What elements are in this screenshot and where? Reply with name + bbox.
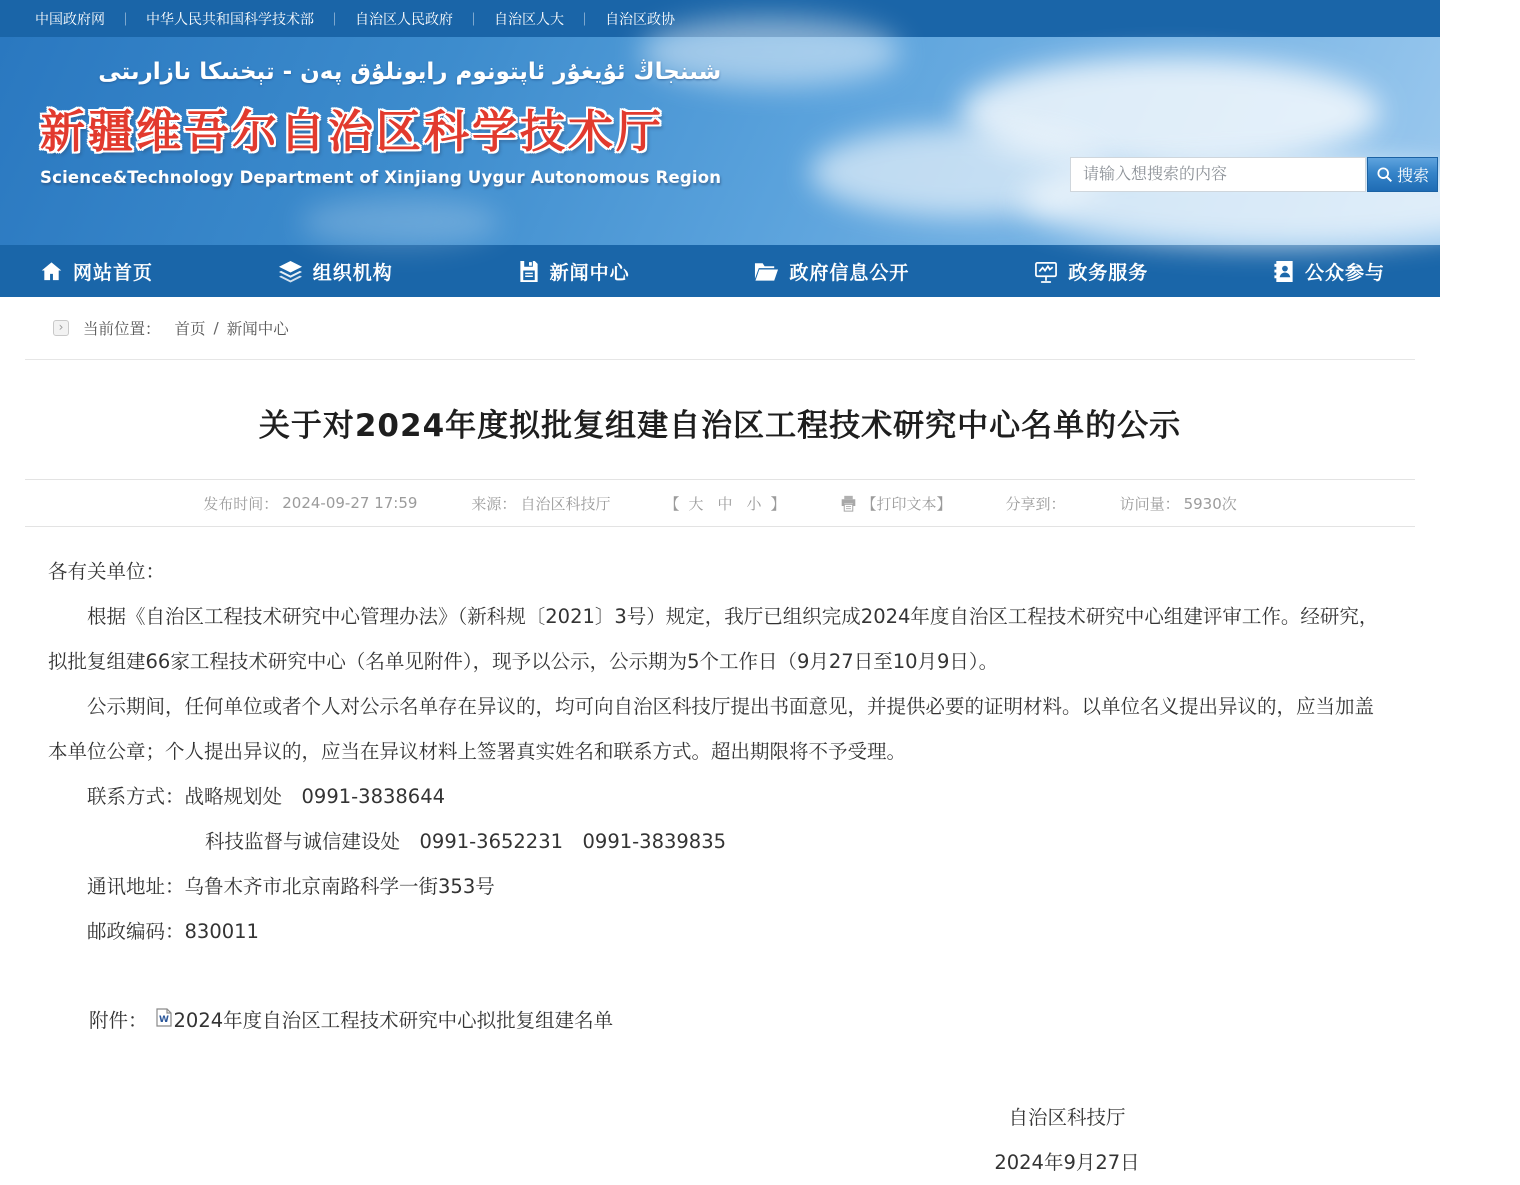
attachment-row [48, 998, 1392, 1043]
publish-time-value: 2024-09-27 17:59 [282, 494, 418, 512]
publish-time-label: 发布时间： [203, 494, 279, 513]
breadcrumb-home-link[interactable]: 首页 [174, 320, 206, 338]
nav-item-label: 公众参与 [1304, 261, 1385, 284]
nav-item-label: 政务服务 [1068, 261, 1149, 284]
topbar-link-gov[interactable]: 中国政府网 [35, 11, 105, 28]
svg-text:W: W [158, 1015, 169, 1025]
site-logo[interactable] [40, 59, 721, 187]
signature-date: 2024年9月27日 [994, 1151, 1140, 1174]
font-size-large-button[interactable]: 大 [688, 494, 704, 513]
article-meta-bar [25, 479, 1415, 527]
attachment-link[interactable]: 2024年度自治区工程技术研究中心拟批复组建名单 [173, 1009, 614, 1032]
search-button-label: 搜索 [1396, 168, 1429, 185]
nav-item-news[interactable] [518, 258, 630, 285]
print-button-label: 【打印文本】 [861, 494, 952, 513]
search-input[interactable] [1070, 157, 1366, 192]
layers-icon [278, 260, 303, 283]
nav-item-label: 网站首页 [73, 261, 154, 284]
nav-item-info-disclosure[interactable] [754, 258, 909, 285]
contact-line-1: 联系方式：战略规划处 0991-3838644 [87, 785, 446, 808]
breadcrumb [25, 297, 1415, 360]
visits-value: 5930次 [1183, 494, 1237, 513]
site-banner [0, 37, 1440, 245]
search-box [1070, 157, 1438, 192]
folder-icon [754, 260, 779, 282]
article-body [0, 527, 1440, 1185]
bracket-open: 【 [664, 494, 680, 513]
topbar-link-congress[interactable]: 自治区人大 [494, 11, 565, 28]
font-size-small-button[interactable]: 小 [746, 494, 762, 513]
source-value: 自治区科技厅 [520, 494, 611, 513]
topbar-separator: ｜ [467, 13, 481, 28]
breadcrumb-news-link[interactable]: 新闻中心 [226, 320, 289, 338]
paragraph-2: 公示期间，任何单位或者个人对公示名单存在异议的，均可向自治区科技厅提出书面意见，并提供必要的证明材料。以单位名义提出异议的，应当加盖本单位公章；个人提出异议的，应当在异议材料上签署真实姓名和联系方式。超出期限将不予受理。 [48, 695, 1375, 763]
news-icon [518, 260, 540, 283]
visit-count [1120, 493, 1237, 514]
topbar-separator: ｜ [578, 13, 592, 28]
page-title: 关于对2024年度拟批复组建自治区工程技术研究中心名单的公示 [258, 408, 1182, 444]
topbar-separator: ｜ [328, 13, 342, 28]
nav-item-label: 新闻中心 [549, 261, 630, 284]
topbar-link-region-gov[interactable]: 自治区人民政府 [355, 11, 454, 28]
share-label: 分享到： [1005, 494, 1066, 513]
breadcrumb-separator: / [213, 319, 219, 337]
nav-item-public-participation[interactable] [1273, 258, 1385, 285]
chevron-right-icon: › [53, 320, 69, 336]
search-button[interactable] [1367, 157, 1438, 192]
attachment-label: 附件： [89, 1009, 148, 1032]
nav-item-services[interactable] [1034, 258, 1148, 285]
printer-icon [840, 495, 857, 512]
board-icon [1034, 260, 1058, 283]
signature-org: 自治区科技厅 [1008, 1106, 1126, 1129]
share-to[interactable] [1006, 493, 1066, 514]
contact-line-2: 科技监督与诚信建设处 0991-3652231 0991-3839835 [205, 830, 727, 853]
topbar-link-cppcc[interactable]: 自治区政协 [605, 11, 676, 28]
contact-book-icon [1273, 260, 1295, 283]
visits-label: 访问量： [1119, 494, 1180, 513]
site-title-chinese: 新疆维吾尔自治区科学技术厅 [40, 105, 665, 158]
address-line: 通讯地址：乌鲁木齐市北京南路科学一街353号 [87, 875, 495, 898]
topbar-link-most[interactable]: 中华人民共和国科学技术部 [146, 11, 315, 28]
source-label: 来源： [471, 494, 517, 513]
nav-item-label: 组织机构 [312, 261, 393, 284]
signature-block [907, 1095, 1227, 1185]
bracket-close: 】 [770, 494, 786, 513]
site-title-english: Science&Technology Department of Xinjiang Uygur Autonomous Region [40, 168, 722, 187]
word-document-icon [156, 998, 172, 1043]
nav-item-organization[interactable] [278, 258, 393, 285]
salutation: 各有关单位： [48, 560, 166, 583]
article-source [471, 493, 610, 514]
font-size-switcher [664, 493, 785, 514]
topbar-separator: ｜ [119, 13, 133, 28]
cloud-decoration [300, 197, 500, 247]
paragraph-1: 根据《自治区工程技术研究中心管理办法》（新科规〔2021〕3号）规定，我厅已组织完成2024年度自治区工程技术研究中心组建评审工作。经研究，拟批复组建66家工程技术研究中心（名单见附件），现予以公示，公示期为5个工作日（9月27日至10月9日）。 [48, 605, 1379, 673]
nav-item-home[interactable] [40, 258, 153, 285]
breadcrumb-label: 当前位置： [83, 320, 161, 338]
search-icon [1376, 166, 1393, 183]
print-button[interactable] [840, 493, 952, 514]
nav-item-label: 政府信息公开 [789, 261, 910, 284]
main-nav [0, 245, 1440, 297]
font-size-medium-button[interactable]: 中 [717, 494, 733, 513]
home-icon [40, 260, 63, 283]
publish-time [203, 493, 417, 514]
postcode-line: 邮政编码：830011 [87, 920, 259, 943]
site-title-uyghur: شىنجاڭ ئۇيغۇر ئاپتونوم رايونلۇق پەن - تېخنىكا نازارىتى [98, 59, 722, 85]
